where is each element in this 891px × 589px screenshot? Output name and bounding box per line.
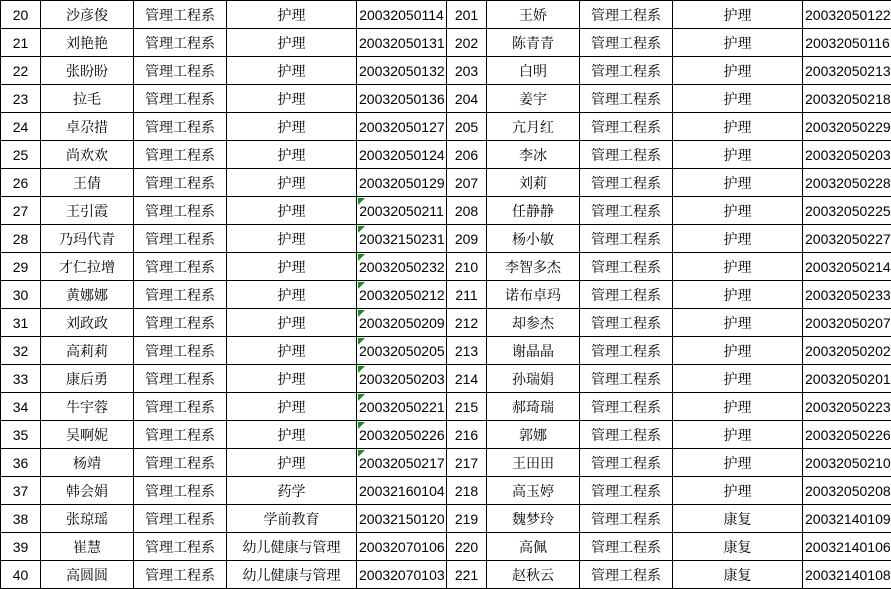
cell-major: 康复 (673, 561, 803, 589)
table-row (1, 365, 891, 393)
cell-id: 20032050213 (803, 57, 891, 85)
cell-id: 20032050129 (357, 169, 447, 197)
cell-dept: 管理工程系 (134, 29, 227, 57)
cell-major: 护理 (227, 365, 357, 393)
cell-dept: 管理工程系 (134, 337, 227, 365)
cell-name: 拉毛 (41, 85, 134, 113)
cell-major: 幼儿健康与管理 (227, 561, 357, 589)
cell-major: 护理 (673, 449, 803, 477)
cell-id: 20032150120 (357, 505, 447, 533)
cell-id: 20032050218 (803, 85, 891, 113)
cell-id: 20032050203 (357, 365, 447, 393)
cell-dept: 管理工程系 (134, 365, 227, 393)
cell-name: 高佩 (487, 533, 580, 561)
cell-major: 护理 (673, 57, 803, 85)
cell-dept: 管理工程系 (580, 393, 673, 421)
cell-id: 20032050210 (803, 449, 891, 477)
cell-major: 护理 (227, 85, 357, 113)
cell-name: 刘政政 (41, 309, 134, 337)
cell-name: 郭娜 (487, 421, 580, 449)
cell-name: 李智多杰 (487, 253, 580, 281)
cell-id: 20032050212 (357, 281, 447, 309)
table-row (1, 309, 891, 337)
cell-dept: 管理工程系 (580, 477, 673, 505)
cell-num: 20 (1, 1, 41, 29)
table-row (1, 225, 891, 253)
cell-id: 20032050226 (357, 421, 447, 449)
cell-id: 20032050205 (357, 337, 447, 365)
table-row (1, 533, 891, 561)
cell-num: 24 (1, 113, 41, 141)
cell-name: 高玉婷 (487, 477, 580, 505)
cell-id: 20032050132 (357, 57, 447, 85)
cell-id: 20032050114 (357, 1, 447, 29)
cell-name: 陈青青 (487, 29, 580, 57)
cell-num: 209 (447, 225, 487, 253)
cell-name: 高莉莉 (41, 337, 134, 365)
cell-num: 216 (447, 421, 487, 449)
table-row (1, 169, 891, 197)
cell-num: 221 (447, 561, 487, 589)
cell-name: 王倩 (41, 169, 134, 197)
cell-num: 219 (447, 505, 487, 533)
cell-id: 20032050226 (803, 421, 891, 449)
cell-major: 护理 (673, 421, 803, 449)
cell-major: 药学 (227, 477, 357, 505)
cell-major: 护理 (673, 1, 803, 29)
cell-dept: 管理工程系 (134, 533, 227, 561)
table-row (1, 85, 891, 113)
cell-name: 任静静 (487, 197, 580, 225)
cell-num: 39 (1, 533, 41, 561)
cell-major: 护理 (673, 169, 803, 197)
cell-dept: 管理工程系 (580, 225, 673, 253)
cell-major: 护理 (227, 57, 357, 85)
cell-name: 尚欢欢 (41, 141, 134, 169)
cell-num: 202 (447, 29, 487, 57)
cell-id: 20032050225 (803, 197, 891, 225)
cell-dept: 管理工程系 (134, 309, 227, 337)
cell-name: 刘艳艳 (41, 29, 134, 57)
cell-dept: 管理工程系 (134, 169, 227, 197)
cell-name: 郝琦瑞 (487, 393, 580, 421)
cell-id: 20032050136 (357, 85, 447, 113)
cell-major: 康复 (673, 533, 803, 561)
cell-id: 20032050207 (803, 309, 891, 337)
cell-name: 康后勇 (41, 365, 134, 393)
cell-major: 护理 (227, 197, 357, 225)
cell-dept: 管理工程系 (580, 169, 673, 197)
cell-dept: 管理工程系 (580, 561, 673, 589)
cell-name: 杨靖 (41, 449, 134, 477)
cell-major: 护理 (227, 337, 357, 365)
cell-major: 护理 (227, 281, 357, 309)
cell-num: 205 (447, 113, 487, 141)
cell-dept: 管理工程系 (134, 225, 227, 253)
cell-num: 22 (1, 57, 41, 85)
table-row (1, 281, 891, 309)
cell-num: 220 (447, 533, 487, 561)
cell-num: 212 (447, 309, 487, 337)
cell-name: 却参杰 (487, 309, 580, 337)
cell-name: 乃玛代青 (41, 225, 134, 253)
table-row (1, 253, 891, 281)
cell-id: 20032050217 (357, 449, 447, 477)
cell-dept: 管理工程系 (134, 197, 227, 225)
cell-dept: 管理工程系 (580, 29, 673, 57)
cell-name: 张盼盼 (41, 57, 134, 85)
cell-major: 护理 (227, 253, 357, 281)
cell-id: 20032050203 (803, 141, 891, 169)
cell-num: 203 (447, 57, 487, 85)
cell-name: 崔慧 (41, 533, 134, 561)
cell-num: 215 (447, 393, 487, 421)
cell-major: 护理 (227, 113, 357, 141)
table-row (1, 449, 891, 477)
cell-num: 208 (447, 197, 487, 225)
cell-num: 206 (447, 141, 487, 169)
cell-dept: 管理工程系 (134, 505, 227, 533)
cell-dept: 管理工程系 (580, 533, 673, 561)
cell-major: 护理 (227, 141, 357, 169)
cell-num: 32 (1, 337, 41, 365)
cell-dept: 管理工程系 (580, 113, 673, 141)
cell-major: 护理 (673, 477, 803, 505)
cell-num: 38 (1, 505, 41, 533)
cell-num: 27 (1, 197, 41, 225)
cell-major: 护理 (227, 29, 357, 57)
cell-dept: 管理工程系 (134, 253, 227, 281)
cell-num: 213 (447, 337, 487, 365)
table-row (1, 113, 891, 141)
cell-name: 亢月红 (487, 113, 580, 141)
cell-major: 护理 (673, 365, 803, 393)
cell-dept: 管理工程系 (134, 449, 227, 477)
cell-num: 31 (1, 309, 41, 337)
cell-dept: 管理工程系 (580, 85, 673, 113)
table-row (1, 197, 891, 225)
cell-num: 21 (1, 29, 41, 57)
cell-dept: 管理工程系 (580, 197, 673, 225)
cell-num: 210 (447, 253, 487, 281)
cell-major: 护理 (673, 393, 803, 421)
cell-dept: 管理工程系 (134, 1, 227, 29)
cell-major: 护理 (673, 281, 803, 309)
cell-id: 20032050124 (357, 141, 447, 169)
cell-num: 29 (1, 253, 41, 281)
cell-num: 26 (1, 169, 41, 197)
cell-major: 护理 (227, 309, 357, 337)
cell-id: 20032050202 (803, 337, 891, 365)
cell-id: 20032050232 (357, 253, 447, 281)
cell-dept: 管理工程系 (134, 57, 227, 85)
cell-major: 护理 (673, 309, 803, 337)
cell-name: 王娇 (487, 1, 580, 29)
cell-major: 护理 (227, 1, 357, 29)
cell-id: 20032140106 (803, 533, 891, 561)
cell-dept: 管理工程系 (134, 393, 227, 421)
cell-major: 护理 (673, 113, 803, 141)
cell-name: 诺布卓玛 (487, 281, 580, 309)
cell-major: 护理 (227, 169, 357, 197)
table-row (1, 29, 891, 57)
cell-major: 护理 (673, 85, 803, 113)
cell-num: 34 (1, 393, 41, 421)
cell-id: 20032050223 (803, 393, 891, 421)
cell-name: 刘莉 (487, 169, 580, 197)
cell-id: 20032140108 (803, 561, 891, 589)
table-row (1, 141, 891, 169)
cell-id: 20032050211 (357, 197, 447, 225)
cell-num: 23 (1, 85, 41, 113)
cell-major: 护理 (673, 197, 803, 225)
cell-major: 幼儿健康与管理 (227, 533, 357, 561)
cell-num: 28 (1, 225, 41, 253)
cell-name: 魏梦玲 (487, 505, 580, 533)
cell-dept: 管理工程系 (580, 281, 673, 309)
cell-dept: 管理工程系 (580, 337, 673, 365)
cell-num: 37 (1, 477, 41, 505)
cell-name: 卓尕措 (41, 113, 134, 141)
cell-dept: 管理工程系 (580, 365, 673, 393)
cell-num: 217 (447, 449, 487, 477)
cell-major: 康复 (673, 505, 803, 533)
cell-dept: 管理工程系 (134, 421, 227, 449)
table-row (1, 57, 891, 85)
cell-dept: 管理工程系 (580, 449, 673, 477)
cell-id: 20032050208 (803, 477, 891, 505)
cell-id: 20032050228 (803, 169, 891, 197)
cell-id: 20032070106 (357, 533, 447, 561)
cell-name: 王引霞 (41, 197, 134, 225)
cell-name: 李冰 (487, 141, 580, 169)
cell-dept: 管理工程系 (580, 421, 673, 449)
cell-id: 20032070103 (357, 561, 447, 589)
cell-id: 20032050221 (357, 393, 447, 421)
cell-major: 护理 (227, 393, 357, 421)
cell-name: 杨小敏 (487, 225, 580, 253)
cell-major: 护理 (227, 421, 357, 449)
cell-name: 黄娜娜 (41, 281, 134, 309)
table-row (1, 337, 891, 365)
cell-major: 护理 (673, 337, 803, 365)
cell-id: 20032050127 (357, 113, 447, 141)
cell-num: 211 (447, 281, 487, 309)
cell-id: 20032050122 (803, 1, 891, 29)
cell-num: 201 (447, 1, 487, 29)
table-row (1, 421, 891, 449)
cell-num: 33 (1, 365, 41, 393)
cell-name: 姜宇 (487, 85, 580, 113)
cell-num: 207 (447, 169, 487, 197)
cell-major: 护理 (227, 225, 357, 253)
cell-name: 孙瑞娟 (487, 365, 580, 393)
cell-dept: 管理工程系 (134, 281, 227, 309)
cell-id: 20032050229 (803, 113, 891, 141)
cell-major: 护理 (227, 449, 357, 477)
cell-id: 20032050227 (803, 225, 891, 253)
table-row (1, 1, 891, 29)
cell-name: 张琼瑶 (41, 505, 134, 533)
cell-name: 才仁拉增 (41, 253, 134, 281)
cell-major: 学前教育 (227, 505, 357, 533)
cell-num: 218 (447, 477, 487, 505)
cell-id: 20032050233 (803, 281, 891, 309)
cell-num: 214 (447, 365, 487, 393)
cell-name: 王田田 (487, 449, 580, 477)
cell-num: 204 (447, 85, 487, 113)
cell-id: 20032050116 (803, 29, 891, 57)
cell-dept: 管理工程系 (134, 561, 227, 589)
cell-id: 20032150231 (357, 225, 447, 253)
cell-id: 20032050131 (357, 29, 447, 57)
cell-name: 牛宇蓉 (41, 393, 134, 421)
cell-name: 谢晶晶 (487, 337, 580, 365)
cell-name: 白明 (487, 57, 580, 85)
cell-major: 护理 (673, 225, 803, 253)
cell-major: 护理 (673, 141, 803, 169)
table-row (1, 561, 891, 589)
cell-dept: 管理工程系 (580, 141, 673, 169)
cell-dept: 管理工程系 (134, 477, 227, 505)
cell-id: 20032050209 (357, 309, 447, 337)
cell-id: 20032050201 (803, 365, 891, 393)
cell-major: 护理 (673, 253, 803, 281)
table-row (1, 393, 891, 421)
cell-name: 高圆圆 (41, 561, 134, 589)
cell-num: 35 (1, 421, 41, 449)
cell-id: 20032050214 (803, 253, 891, 281)
cell-num: 36 (1, 449, 41, 477)
cell-dept: 管理工程系 (134, 85, 227, 113)
cell-name: 赵秋云 (487, 561, 580, 589)
table-row (1, 477, 891, 505)
cell-dept: 管理工程系 (580, 1, 673, 29)
table-row (1, 505, 891, 533)
cell-dept: 管理工程系 (580, 309, 673, 337)
cell-id: 20032160104 (357, 477, 447, 505)
cell-name: 吴啊妮 (41, 421, 134, 449)
cell-major: 护理 (673, 29, 803, 57)
cell-dept: 管理工程系 (580, 505, 673, 533)
cell-num: 25 (1, 141, 41, 169)
cell-name: 沙彦俊 (41, 1, 134, 29)
cell-dept: 管理工程系 (134, 141, 227, 169)
cell-id: 20032140109 (803, 505, 891, 533)
cell-dept: 管理工程系 (580, 57, 673, 85)
cell-num: 40 (1, 561, 41, 589)
cell-name: 韩会娟 (41, 477, 134, 505)
cell-dept: 管理工程系 (580, 253, 673, 281)
cell-num: 30 (1, 281, 41, 309)
cell-dept: 管理工程系 (134, 113, 227, 141)
